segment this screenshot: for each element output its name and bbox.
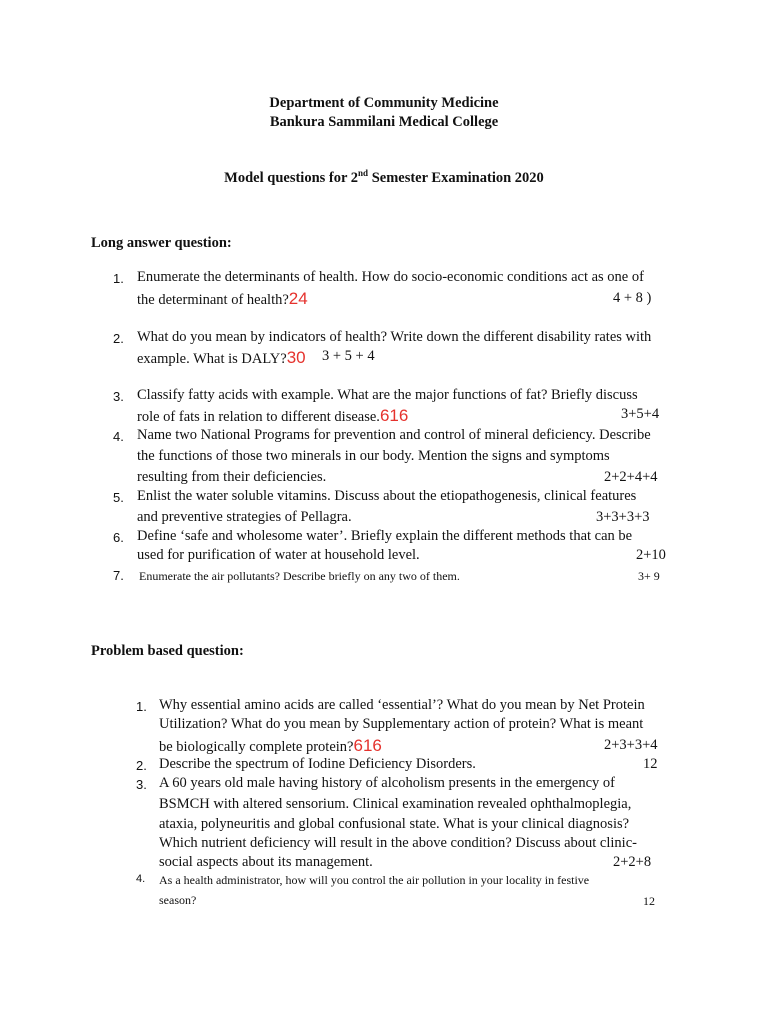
problem-q1-line3-text: be biologically complete protein?: [159, 739, 354, 755]
long-q1-number: 1.: [113, 271, 124, 286]
long-q2-marks: 3 + 5 + 4: [322, 348, 375, 364]
long-q5-marks: 3+3+3+3: [596, 509, 650, 525]
long-q6-number: 6.: [113, 530, 124, 545]
problem-q3-line5: social aspects about its management.: [159, 854, 373, 870]
problem-q3-line3: ataxia, polyneuritis and global confusional state. What is your clinical diagnosis?: [159, 816, 630, 832]
long-q5-line2: and preventive strategies of Pellagra.: [137, 509, 352, 525]
problem-q2-line1: Describe the spectrum of Iodine Deficiency Disorders.: [159, 756, 476, 772]
problem-q3-marks: 2+2+8: [613, 854, 652, 870]
long-q4-marks: 2+2+4+4: [604, 469, 658, 485]
long-q4-line3: resulting from their deficiencies.: [137, 469, 327, 485]
problem-based-heading: Problem based question:: [91, 643, 244, 659]
long-q2-line2-text: example. What is DALY?: [137, 351, 287, 367]
long-q6-line2: used for purification of water at household level.: [137, 547, 420, 563]
long-q2-number: 2.: [113, 331, 124, 346]
problem-q4-line1: As a health administrator, how will you control the air pollution in your locality in festive: [159, 873, 590, 887]
long-q5-number: 5.: [113, 490, 124, 505]
long-q4-number: 4.: [113, 429, 124, 444]
long-q1-line2: [137, 289, 308, 309]
long-q3-line2: [137, 406, 408, 426]
long-q3-note: 616: [379, 406, 409, 425]
problem-q3-number: 3.: [136, 777, 147, 792]
problem-q2-marks: 12: [643, 756, 658, 772]
problem-q1-marks: 2+3+3+4: [604, 737, 658, 753]
problem-q3-line1: A 60 years old male having history of alcoholism presents in the emergency of: [159, 775, 615, 791]
problem-q2-number: 2.: [136, 758, 147, 773]
long-q3-marks: 3+5+4: [621, 406, 660, 422]
exam-title-sup: nd: [358, 168, 369, 179]
exam-title-suffix: Semester Examination 2020: [368, 170, 544, 186]
long-q3-line1: Classify fatty acids with example. What are the major functions of fat? Briefly discuss: [137, 387, 638, 403]
long-q7-line1: Enumerate the air pollutants? Describe briefly on any two of them.: [139, 569, 460, 583]
long-q5-line1: Enlist the water soluble vitamins. Discuss about the etiopathogenesis, clinical features: [137, 488, 637, 504]
long-q4-line1: Name two National Programs for prevention and control of mineral deficiency. Describe: [137, 427, 651, 443]
exam-title: [0, 170, 768, 187]
long-q2-note: 30: [286, 348, 306, 367]
problem-q1-line2: Utilization? What do you mean by Supplementary action of protein? What is meant: [159, 716, 644, 732]
problem-q4-marks: 12: [643, 894, 655, 908]
problem-q3-line2: BSMCH with altered sensorium. Clinical examination revealed ophthalmoplegia,: [159, 796, 632, 812]
long-q7-marks: 3+ 9: [638, 569, 660, 583]
long-q1-line2-text: the determinant of health?: [137, 292, 289, 308]
long-q3-number: 3.: [113, 389, 124, 404]
long-q6-line1: Define ‘safe and wholesome water’. Briefly explain the different methods that can be: [137, 528, 633, 544]
problem-q1-number: 1.: [136, 699, 147, 714]
long-q3-line2-text: role of fats in relation to different disease.: [137, 409, 380, 425]
college-heading: Bankura Sammilani Medical College: [269, 114, 499, 130]
long-q1-line1: Enumerate the determinants of health. How do socio-economic conditions act as one of: [137, 269, 644, 285]
problem-q1-note: 616: [353, 736, 382, 755]
problem-q1-line3: [159, 736, 382, 756]
long-answer-heading: Long answer question:: [91, 235, 232, 251]
long-q2-line2: [137, 348, 306, 368]
long-q1-marks: 4 + 8 ): [613, 290, 652, 306]
long-q1-note: 24: [288, 289, 308, 308]
long-q4-line2: the functions of those two minerals in our body. Mention the signs and symptoms: [137, 448, 610, 464]
problem-q4-line2: season?: [159, 893, 197, 907]
problem-q1-line1: Why essential amino acids are called ‘essential’? What do you mean by Net Protein: [159, 697, 645, 713]
department-heading: Department of Community Medicine: [269, 95, 499, 111]
long-q6-marks: 2+10: [636, 547, 666, 563]
problem-q4-number: 4.: [136, 873, 146, 885]
long-q2-line1: What do you mean by indicators of health? Write down the different disability rates with: [137, 329, 652, 345]
problem-q3-line4: Which nutrient deficiency will result in the above condition? Discuss about clinic-: [159, 835, 637, 851]
long-q7-number: 7.: [113, 568, 124, 583]
exam-title-prefix: Model questions for 2: [224, 170, 359, 186]
